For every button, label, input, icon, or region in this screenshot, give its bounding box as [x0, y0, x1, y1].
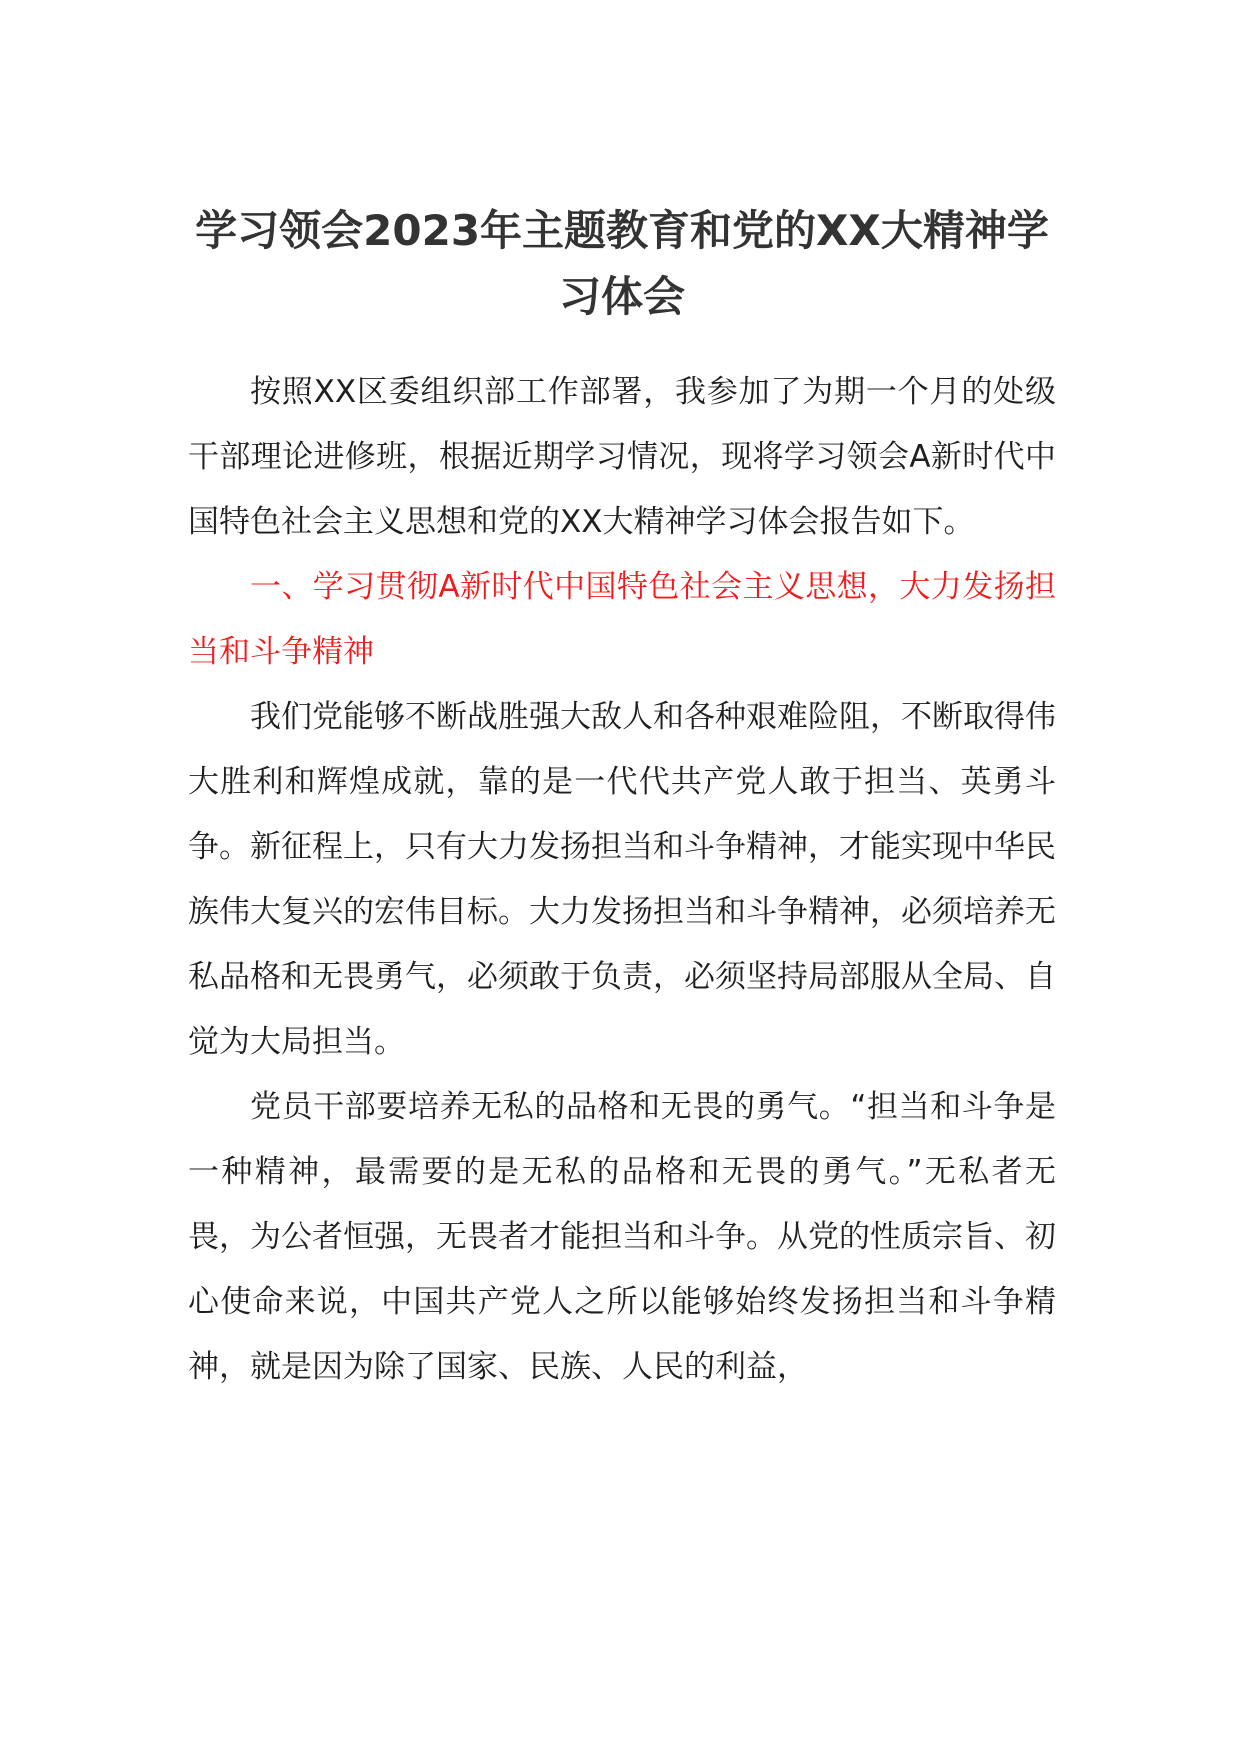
- document-body: [188, 360, 1056, 1400]
- body-paragraph-1: 我们党能够不断战胜强大敌人和各种艰难险阻，不断取得伟大胜利和辉煌成就，靠的是一代代共产党人敢于担当、英勇斗争。新征程上，只有大力发扬担当和斗争精神，才能实现中华民族伟大复兴的宏伟目标。大力发扬担当和斗争精神，必须培养无私品格和无畏勇气，必须敢于负责，必须坚持局部服从全局、自觉为大局担当。: [188, 699, 1056, 1060]
- intro-paragraph: 按照XX区委组织部工作部署，我参加了为期一个月的处级干部理论进修班，根据近期学习情况，现将学习领会A新时代中国特色社会主义思想和党的XX大精神学习体会报告如下。: [188, 374, 1056, 540]
- body-paragraph-2: 党员干部要培养无私的品格和无畏的勇气。“担当和斗争是一种精神，最需要的是无私的品格和无畏的勇气。”无私者无畏，为公者恒强，无畏者才能担当和斗争。从党的性质宗旨、初心使命来说，中国共产党人之所以能够始终发扬担当和斗争精神，就是因为除了国家、民族、人民的利益，: [188, 1089, 1056, 1385]
- section-heading-1: 一、学习贯彻A新时代中国特色社会主义思想，大力发扬担当和斗争精神: [188, 569, 1056, 670]
- document-title: 学习领会2023年主题教育和党的XX大精神学习体会: [195, 206, 1049, 321]
